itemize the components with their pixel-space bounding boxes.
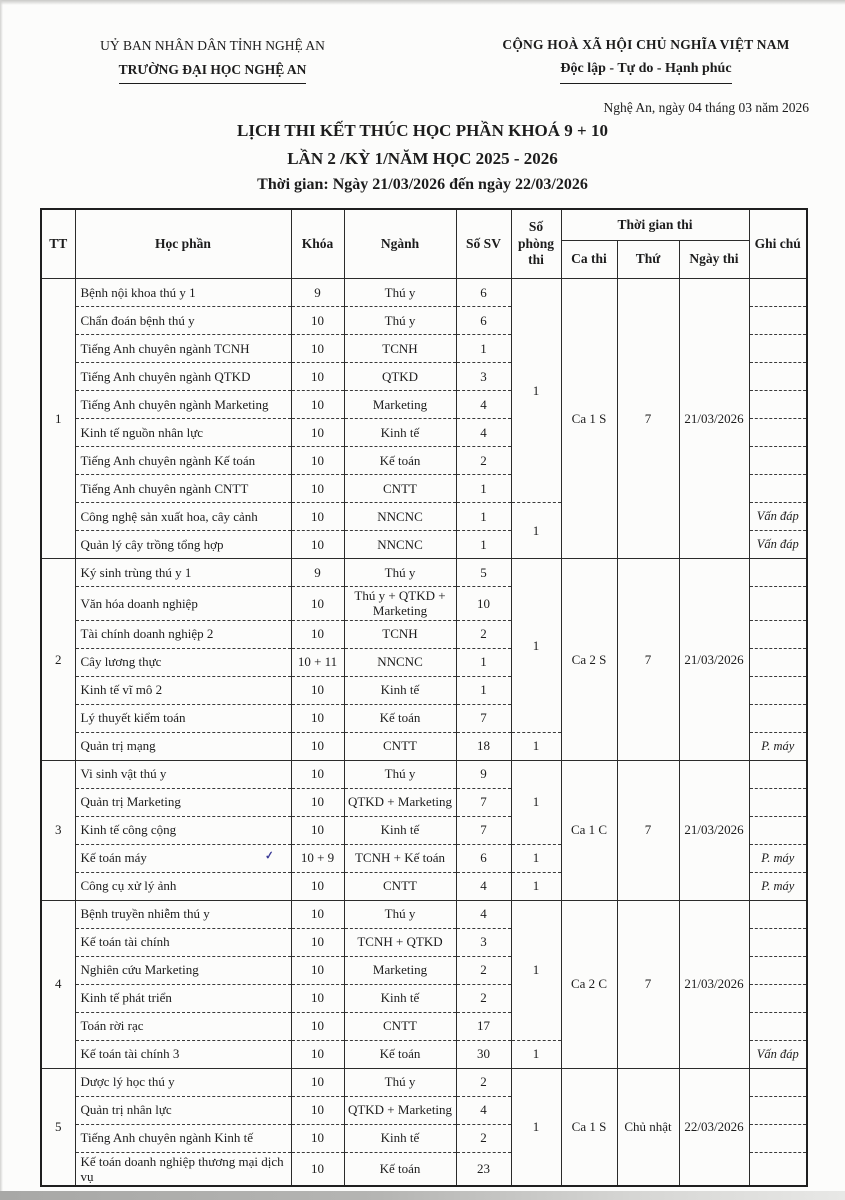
cell-so-sv: 2 <box>456 1068 511 1096</box>
table-row <box>41 1068 807 1096</box>
cell-nganh: CNTT <box>344 732 456 760</box>
cell-khoa: 10 <box>291 531 344 559</box>
cell-hoc-phan <box>75 928 291 956</box>
course-name: Kế toán máy <box>80 850 147 866</box>
cell-hoc-phan <box>75 503 291 531</box>
cell-nganh: Thú y + QTKD + Marketing <box>344 587 456 621</box>
cell-so-sv: 6 <box>456 844 511 872</box>
cell-ghi-chu <box>749 335 807 363</box>
table-row <box>41 559 807 587</box>
course-name: Chẩn đoán bệnh thú y <box>80 312 195 328</box>
cell-so-sv: 2 <box>456 956 511 984</box>
cell-nganh: Marketing <box>344 391 456 419</box>
cell-hoc-phan <box>75 1040 291 1068</box>
course-name: Kinh tế công cộng <box>80 822 177 838</box>
cell-so-sv: 4 <box>456 872 511 900</box>
cell-khoa: 10 <box>291 1040 344 1068</box>
cell-thu: 7 <box>617 760 679 900</box>
cell-khoa: 10 <box>291 984 344 1012</box>
cell-hoc-phan <box>75 307 291 335</box>
course-name: Nghiên cứu Marketing <box>80 962 199 978</box>
cell-ghi-chu <box>749 559 807 587</box>
cell-so-sv: 2 <box>456 620 511 648</box>
course-name: Tiếng Anh chuyên ngành TCNH <box>80 340 250 356</box>
cell-ngay-thi: 21/03/2026 <box>679 559 749 761</box>
cell-nganh: QTKD + Marketing <box>344 1096 456 1124</box>
cell-hoc-phan <box>75 1096 291 1124</box>
cell-hoc-phan <box>75 900 291 928</box>
cell-nganh: CNTT <box>344 1012 456 1040</box>
cell-nganh: TCNH + Kế toán <box>344 844 456 872</box>
cell-hoc-phan <box>75 984 291 1012</box>
cell-khoa: 10 <box>291 1012 344 1040</box>
cell-thu: 7 <box>617 900 679 1068</box>
cell-nganh: Thú y <box>344 559 456 587</box>
course-name: Quản trị nhân lực <box>80 1102 172 1118</box>
cell-ghi-chu <box>749 1124 807 1152</box>
cell-hoc-phan <box>75 956 291 984</box>
cell-nganh: Thú y <box>344 900 456 928</box>
title-line-1: LỊCH THI KẾT THÚC HỌC PHẦN KHOÁ 9 + 10 <box>237 121 608 140</box>
cell-so-phong-thi: 1 <box>511 844 561 872</box>
course-name: Tiếng Anh chuyên ngành Kế toán <box>80 452 256 468</box>
cell-hoc-phan <box>75 1124 291 1152</box>
cell-hoc-phan <box>75 872 291 900</box>
course-name: Bệnh truyền nhiễm thú y <box>80 906 210 922</box>
cell-nganh: TCNH + QTKD <box>344 928 456 956</box>
cell-nganh: Thú y <box>344 307 456 335</box>
cell-tt: 2 <box>41 559 75 761</box>
course-name: Toán rời rạc <box>80 1018 144 1034</box>
cell-hoc-phan <box>75 475 291 503</box>
cell-nganh: Kinh tế <box>344 676 456 704</box>
cell-ghi-chu <box>749 363 807 391</box>
cell-so-sv: 7 <box>456 704 511 732</box>
scan-top-edge <box>0 0 845 5</box>
cell-so-phong-thi: 1 <box>511 1040 561 1068</box>
cell-ngay-thi: 21/03/2026 <box>679 900 749 1068</box>
cell-nganh: Kinh tế <box>344 419 456 447</box>
cell-khoa: 10 <box>291 956 344 984</box>
cell-khoa: 10 <box>291 391 344 419</box>
title-line-3: Thời gian: Ngày 21/03/2026 đến ngày 22/03/2026 <box>257 176 588 194</box>
cell-ghi-chu <box>749 1096 807 1124</box>
cell-ghi-chu: P. máy <box>749 844 807 872</box>
cell-nganh: NNCNC <box>344 531 456 559</box>
cell-ca-thi: Ca 1 C <box>561 760 617 900</box>
cell-khoa: 10 + 9 <box>291 844 344 872</box>
cell-hoc-phan <box>75 620 291 648</box>
course-name: Tiếng Anh chuyên ngành CNTT <box>80 480 249 496</box>
cell-hoc-phan <box>75 419 291 447</box>
cell-khoa: 10 <box>291 816 344 844</box>
national-motto-wrap <box>481 57 811 84</box>
header-ghi-chu: Ghi chú <box>749 209 807 279</box>
course-name: Kinh tế phát triển <box>80 990 172 1006</box>
national-title: CỘNG HOÀ XÃ HỘI CHỦ NGHĨA VIỆT NAM <box>502 37 790 52</box>
cell-so-sv: 3 <box>456 363 511 391</box>
cell-khoa: 10 <box>291 503 344 531</box>
cell-tt: 3 <box>41 760 75 900</box>
document-title <box>0 117 845 198</box>
cell-ghi-chu <box>749 984 807 1012</box>
scan-bottom-edge <box>0 1191 845 1200</box>
course-name: Văn hóa doanh nghiệp <box>80 595 198 611</box>
cell-nganh: Thú y <box>344 279 456 307</box>
cell-ghi-chu <box>749 760 807 788</box>
cell-khoa: 10 <box>291 335 344 363</box>
cell-nganh: Kinh tế <box>344 984 456 1012</box>
cell-ghi-chu <box>749 279 807 307</box>
cell-so-sv: 1 <box>456 676 511 704</box>
cell-so-sv: 1 <box>456 503 511 531</box>
cell-ghi-chu <box>749 816 807 844</box>
cell-so-sv: 4 <box>456 1096 511 1124</box>
cell-khoa: 10 <box>291 732 344 760</box>
cell-khoa: 9 <box>291 559 344 587</box>
cell-hoc-phan <box>75 531 291 559</box>
cell-ca-thi: Ca 2 S <box>561 559 617 761</box>
course-name: Ký sinh trùng thú y 1 <box>80 564 192 580</box>
cell-nganh: NNCNC <box>344 503 456 531</box>
cell-hoc-phan <box>75 363 291 391</box>
cell-so-phong-thi: 1 <box>511 1068 561 1186</box>
cell-ghi-chu: P. máy <box>749 872 807 900</box>
cell-ghi-chu <box>749 447 807 475</box>
cell-ghi-chu <box>749 587 807 621</box>
table-body <box>41 279 807 1187</box>
cell-ghi-chu <box>749 928 807 956</box>
cell-nganh: TCNH <box>344 335 456 363</box>
cell-khoa: 10 <box>291 872 344 900</box>
exam-schedule-table <box>40 208 808 1187</box>
cell-nganh: CNTT <box>344 872 456 900</box>
cell-so-phong-thi: 1 <box>511 900 561 1040</box>
date-line: Nghệ An, ngày 04 tháng 03 năm 2026 <box>603 99 809 115</box>
cell-khoa: 10 <box>291 1096 344 1124</box>
cell-hoc-phan <box>75 335 291 363</box>
cell-nganh: Thú y <box>344 1068 456 1096</box>
cell-so-phong-thi: 1 <box>511 279 561 503</box>
cell-so-sv: 1 <box>456 335 511 363</box>
cell-hoc-phan <box>75 391 291 419</box>
cell-hoc-phan <box>75 447 291 475</box>
course-name: Kinh tế vĩ mô 2 <box>80 682 163 698</box>
cell-so-sv: 4 <box>456 391 511 419</box>
cell-hoc-phan <box>75 1012 291 1040</box>
cell-ghi-chu <box>749 1068 807 1096</box>
course-name: Kế toán tài chính 3 <box>80 1046 180 1062</box>
cell-so-sv: 17 <box>456 1012 511 1040</box>
cell-khoa: 10 <box>291 1068 344 1096</box>
course-name: Kế toán tài chính <box>80 934 170 950</box>
cell-so-sv: 6 <box>456 279 511 307</box>
cell-ghi-chu <box>749 1012 807 1040</box>
cell-ghi-chu <box>749 648 807 676</box>
cell-nganh: Kế toán <box>344 1152 456 1186</box>
course-name: Kinh tế nguồn nhân lực <box>80 424 204 440</box>
cell-ngay-thi: 22/03/2026 <box>679 1068 749 1186</box>
course-name: Công nghệ sản xuất hoa, cây cảnh <box>80 508 258 524</box>
cell-ghi-chu <box>749 391 807 419</box>
header-nganh: Ngành <box>344 209 456 279</box>
cell-ghi-chu: Vấn đáp <box>749 503 807 531</box>
cell-so-sv: 1 <box>456 475 511 503</box>
cell-ca-thi: Ca 1 S <box>561 1068 617 1186</box>
cell-nganh: TCNH <box>344 620 456 648</box>
header-ngay-thi: Ngày thi <box>679 241 749 279</box>
cell-so-sv: 2 <box>456 447 511 475</box>
cell-ghi-chu: P. máy <box>749 732 807 760</box>
cell-ghi-chu <box>749 419 807 447</box>
cell-nganh: Kế toán <box>344 704 456 732</box>
cell-nganh: Kế toán <box>344 1040 456 1068</box>
course-name: Cây lương thực <box>80 654 162 670</box>
pen-mark-icon: ✓ <box>264 850 276 863</box>
cell-tt: 1 <box>41 279 75 559</box>
cell-so-phong-thi: 1 <box>511 503 561 559</box>
cell-so-sv: 2 <box>456 1124 511 1152</box>
course-name: Dược lý học thú y <box>80 1074 175 1090</box>
cell-ca-thi: Ca 2 C <box>561 900 617 1068</box>
cell-nganh: Kinh tế <box>344 816 456 844</box>
cell-khoa: 10 <box>291 587 344 621</box>
header-ca-thi: Ca thi <box>561 241 617 279</box>
cell-khoa: 10 <box>291 900 344 928</box>
cell-so-phong-thi: 1 <box>511 872 561 900</box>
cell-ca-thi: Ca 1 S <box>561 279 617 559</box>
cell-ghi-chu <box>749 900 807 928</box>
cell-khoa: 10 <box>291 620 344 648</box>
header-khoa: Khóa <box>291 209 344 279</box>
national-header-block <box>481 34 811 120</box>
cell-nganh: NNCNC <box>344 648 456 676</box>
table-row <box>41 900 807 928</box>
cell-so-phong-thi: 1 <box>511 559 561 733</box>
course-name: Bệnh nội khoa thú y 1 <box>80 284 196 300</box>
course-name: Lý thuyết kiểm toán <box>80 710 186 726</box>
cell-so-sv: 3 <box>456 928 511 956</box>
cell-ghi-chu <box>749 704 807 732</box>
header-so-phong-thi: Số phòng thi <box>511 209 561 279</box>
university-name: TRƯỜNG ĐẠI HỌC NGHỆ AN <box>40 58 385 85</box>
course-name: Tiếng Anh chuyên ngành QTKD <box>80 368 251 384</box>
issuer-block <box>40 34 385 120</box>
course-name: Tiếng Anh chuyên ngành Marketing <box>80 396 269 412</box>
cell-nganh: Kinh tế <box>344 1124 456 1152</box>
cell-ghi-chu <box>749 676 807 704</box>
cell-so-sv: 1 <box>456 648 511 676</box>
cell-nganh: QTKD + Marketing <box>344 788 456 816</box>
cell-so-sv: 10 <box>456 587 511 621</box>
cell-hoc-phan <box>75 559 291 587</box>
cell-nganh: Kế toán <box>344 447 456 475</box>
course-name: Công cụ xử lý ảnh <box>80 878 177 894</box>
cell-hoc-phan <box>75 816 291 844</box>
cell-thu: 7 <box>617 279 679 559</box>
header-hoc-phan: Học phần <box>75 209 291 279</box>
cell-hoc-phan <box>75 760 291 788</box>
cell-so-sv: 18 <box>456 732 511 760</box>
cell-ghi-chu: Vấn đáp <box>749 531 807 559</box>
cell-khoa: 10 <box>291 1152 344 1186</box>
document-header <box>40 34 811 120</box>
cell-hoc-phan <box>75 788 291 816</box>
cell-ngay-thi: 21/03/2026 <box>679 760 749 900</box>
cell-so-sv: 7 <box>456 816 511 844</box>
cell-ghi-chu <box>749 956 807 984</box>
cell-khoa: 10 <box>291 704 344 732</box>
cell-nganh: CNTT <box>344 475 456 503</box>
cell-so-sv: 4 <box>456 900 511 928</box>
course-name: Kế toán doanh nghiệp thương mại dịch vụ <box>80 1153 284 1184</box>
cell-ghi-chu <box>749 788 807 816</box>
cell-so-sv: 6 <box>456 307 511 335</box>
header-thu: Thứ <box>617 241 679 279</box>
cell-ghi-chu <box>749 307 807 335</box>
table-row <box>41 279 807 307</box>
cell-hoc-phan <box>75 676 291 704</box>
cell-khoa: 10 <box>291 307 344 335</box>
cell-khoa: 10 <box>291 447 344 475</box>
cell-hoc-phan <box>75 1068 291 1096</box>
cell-tt: 4 <box>41 900 75 1068</box>
cell-ghi-chu: Vấn đáp <box>749 1040 807 1068</box>
cell-so-phong-thi: 1 <box>511 760 561 844</box>
course-name: Quản trị mạng <box>80 738 156 754</box>
cell-nganh: Thú y <box>344 760 456 788</box>
header-thoi-gian-thi: Thời gian thi <box>561 209 749 241</box>
cell-thu: Chủ nhật <box>617 1068 679 1186</box>
cell-khoa: 9 <box>291 279 344 307</box>
cell-thu: 7 <box>617 559 679 761</box>
cell-ghi-chu <box>749 475 807 503</box>
cell-hoc-phan <box>75 844 291 872</box>
cell-so-sv: 23 <box>456 1152 511 1186</box>
cell-khoa: 10 <box>291 788 344 816</box>
cell-khoa: 10 + 11 <box>291 648 344 676</box>
cell-khoa: 10 <box>291 1124 344 1152</box>
cell-so-sv: 5 <box>456 559 511 587</box>
issuer-name: UỶ BAN NHÂN DÂN TỈNH NGHỆ AN <box>100 38 325 53</box>
cell-ngay-thi: 21/03/2026 <box>679 279 749 559</box>
cell-hoc-phan <box>75 704 291 732</box>
cell-so-sv: 1 <box>456 531 511 559</box>
cell-so-sv: 30 <box>456 1040 511 1068</box>
header-so-sv: Số SV <box>456 209 511 279</box>
cell-ghi-chu <box>749 620 807 648</box>
cell-khoa: 10 <box>291 363 344 391</box>
course-name: Quản trị Marketing <box>80 794 181 810</box>
cell-so-sv: 7 <box>456 788 511 816</box>
cell-khoa: 10 <box>291 475 344 503</box>
cell-nganh: QTKD <box>344 363 456 391</box>
cell-so-sv: 9 <box>456 760 511 788</box>
cell-ghi-chu <box>749 1152 807 1186</box>
table-row <box>41 760 807 788</box>
cell-hoc-phan <box>75 587 291 621</box>
course-name: Tài chính doanh nghiệp 2 <box>80 626 214 642</box>
cell-khoa: 10 <box>291 760 344 788</box>
title-line-2: LẦN 2 /KỲ 1/NĂM HỌC 2025 - 2026 <box>287 148 558 168</box>
course-name: Tiếng Anh chuyên ngành Kinh tế <box>80 1130 253 1146</box>
cell-hoc-phan <box>75 1152 291 1186</box>
course-name: Vi sinh vật thú y <box>80 766 167 782</box>
national-motto: Độc lập - Tự do - Hạnh phúc <box>560 57 731 84</box>
cell-hoc-phan <box>75 732 291 760</box>
table-header <box>41 209 807 279</box>
cell-khoa: 10 <box>291 928 344 956</box>
cell-so-sv: 4 <box>456 419 511 447</box>
cell-khoa: 10 <box>291 676 344 704</box>
course-name: Quản lý cây trồng tổng hợp <box>80 536 224 552</box>
cell-so-phong-thi: 1 <box>511 732 561 760</box>
cell-hoc-phan <box>75 648 291 676</box>
cell-nganh: Marketing <box>344 956 456 984</box>
cell-so-sv: 2 <box>456 984 511 1012</box>
cell-hoc-phan <box>75 279 291 307</box>
cell-tt: 5 <box>41 1068 75 1186</box>
header-tt: TT <box>41 209 75 279</box>
cell-khoa: 10 <box>291 419 344 447</box>
